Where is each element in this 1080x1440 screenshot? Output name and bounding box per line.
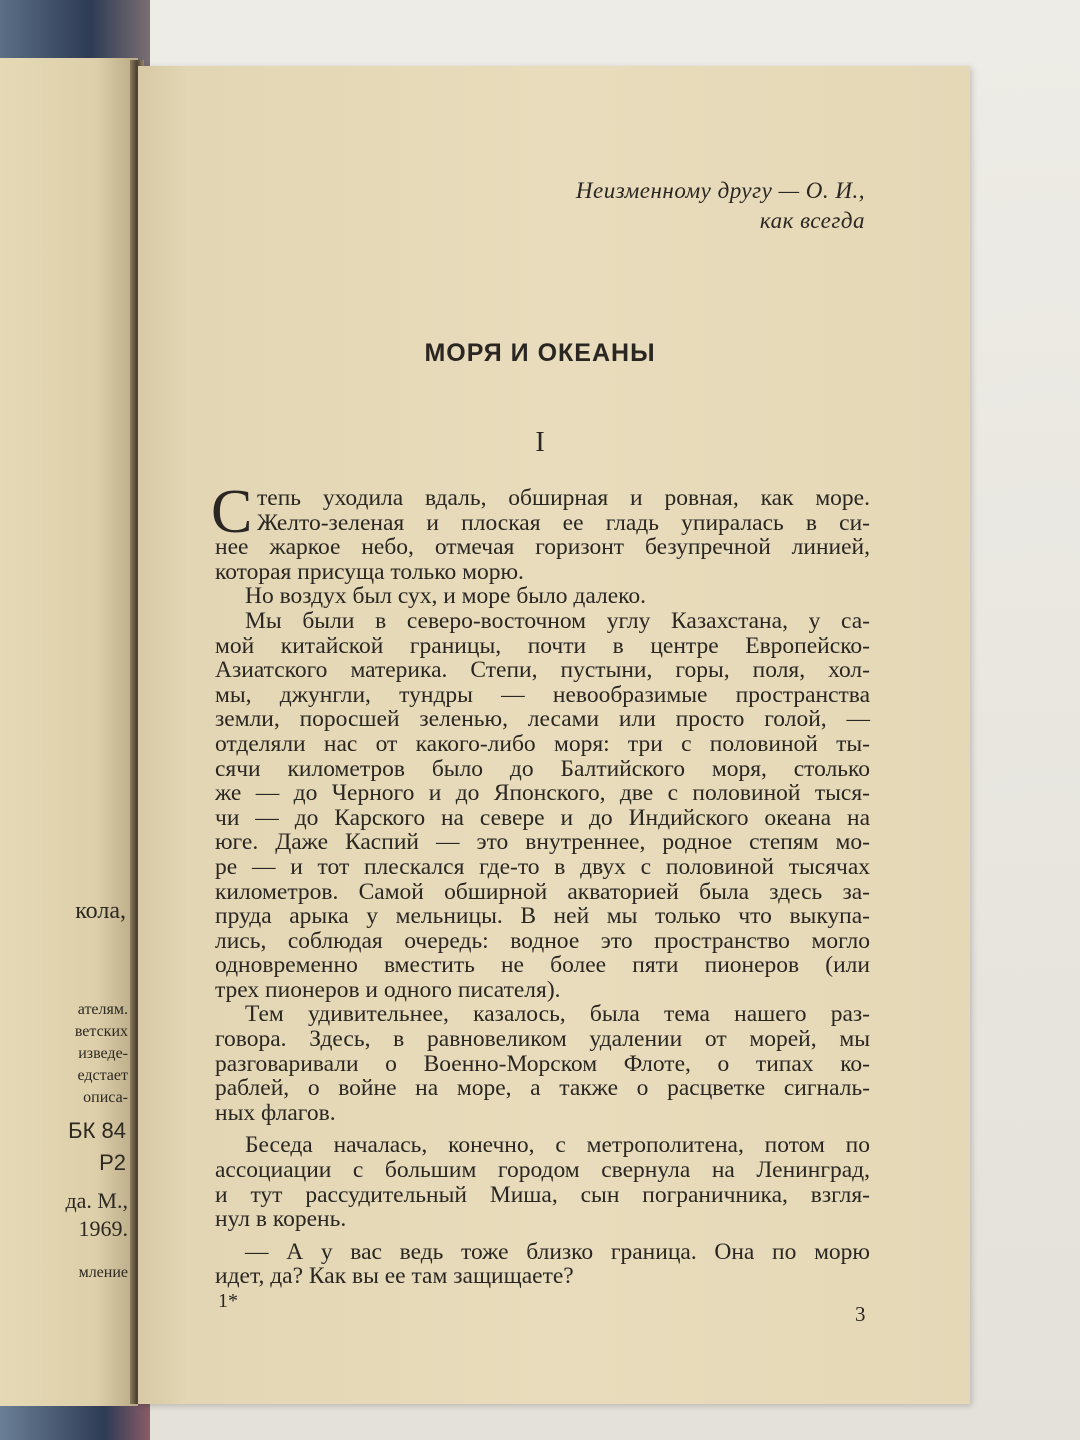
left-fragment: кола, — [75, 898, 126, 924]
text-line: и тут рассудительный Миша, сын пограничника, взгля- — [215, 1181, 870, 1208]
left-fragment: изведе- — [78, 1045, 128, 1062]
text-line: ассоциации с большим городом свернула на Ленинград, — [215, 1157, 870, 1184]
text-line: Мы были в северо-восточном углу Казахстана, у са- — [245, 607, 870, 634]
drop-cap: С — [211, 478, 253, 546]
left-fragment: да. М., — [65, 1188, 128, 1213]
text-line: сячи километров было до Балтийского моря, столько — [215, 755, 870, 782]
text-line: трех пионеров и одного писателя). — [215, 976, 561, 1003]
text-line: Но воздух был сух, и море было далеко. — [245, 583, 647, 610]
text-line: Тем удивительнее, казалось, была тема нашего раз- — [245, 1001, 870, 1028]
text-line: которая присуща только морю. — [215, 558, 524, 585]
left-fragment: ветских — [74, 1023, 128, 1040]
text-line: отделяли нас от какого-либо моря: три с половиной ты- — [215, 730, 870, 757]
signature-mark: 1* — [218, 1290, 238, 1312]
text-line: Азиатского материка. Степи, пустыни, горы, поля, хол- — [215, 657, 870, 684]
chapter-number: I — [535, 427, 545, 458]
text-line: же — до Черного и до Японского, две с половиной тыся- — [215, 780, 870, 807]
left-fragment: БК 84 — [68, 1118, 126, 1143]
left-fragment: 1969. — [78, 1216, 128, 1241]
left-fragment: едстает — [77, 1067, 128, 1084]
text-line: говора. Здесь, в равновеликом удалении от морей, мы — [215, 1026, 870, 1053]
text-line: нее жаркое небо, отмечая горизонт безупречной линией, — [215, 534, 870, 561]
text-line: лись, соблюдая очередь: водное это пространство могло — [215, 927, 870, 954]
left-page — [0, 58, 138, 1406]
text-line: километров. Самой обширной акваторией была здесь за- — [215, 878, 870, 905]
text-line: мой китайской границы, почти в центре Европейско- — [215, 632, 870, 659]
left-fragment: Р2 — [99, 1150, 126, 1175]
text-line: разговаривали о Военно-Морском Флоте, о типах ко- — [215, 1050, 870, 1077]
left-fragment: мление — [78, 1264, 128, 1281]
left-fragment: ателям. — [77, 1001, 128, 1018]
text-line: тепь уходила вдаль, обширная и ровная, как море. — [257, 485, 870, 511]
left-fragment: описа- — [83, 1089, 128, 1106]
text-line: земли, поросшей зеленью, лесами или просто голой, — — [215, 706, 870, 733]
text-line: Беседа началась, конечно, с метрополитена, потом по — [245, 1132, 870, 1159]
text-line: ных флагов. — [215, 1099, 336, 1126]
text-line: одновременно вместить не более пяти пионеров (или — [215, 952, 870, 979]
dedication-line: как всегда — [759, 208, 865, 233]
text-line: юге. Даже Каспий — это внутреннее, родное степям мо- — [215, 829, 870, 856]
dedication — [300, 176, 865, 236]
text-line: идет, да? Как вы ее там защищаете? — [215, 1263, 574, 1290]
chapter-title: МОРЯ И ОКЕАНЫ — [424, 339, 656, 367]
body-text — [215, 486, 870, 1289]
text-line: — А у вас ведь тоже близко граница. Она по морю — [245, 1238, 870, 1265]
text-line: чи — до Карского на севере и до Индийского океана на — [215, 804, 870, 831]
dedication-line: Неизменному другу — О. И., — [575, 178, 865, 203]
page-number: 3 — [855, 1302, 866, 1326]
text-line: раблей, о войне на море, а также о расцветке сигналь- — [215, 1075, 870, 1102]
text-line: мы, джунгли, тундры — невообразимые пространства — [215, 681, 870, 708]
text-line: пруда арыка у мельницы. В ней мы только что выкупа- — [215, 903, 870, 930]
text-line: Желто-зеленая и плоская ее гладь упиралась в си- — [257, 509, 870, 536]
text-line: ре — и тот плескался где-то в двух с половиной тысячах — [215, 853, 870, 880]
text-line: нул в корень. — [215, 1206, 347, 1233]
